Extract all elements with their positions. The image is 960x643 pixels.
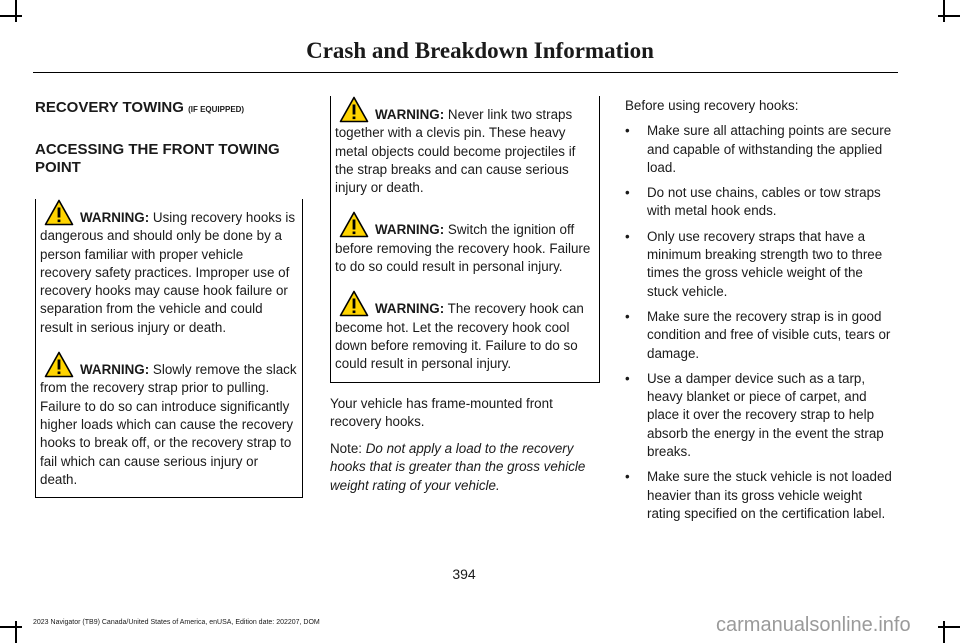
- subsection-title: ACCESSING THE FRONT TOWING POINT: [35, 141, 280, 176]
- list-item: • Only use recovery straps that have a minimum breaking strength two to three times the gross vehicle weight of the stuck vehicle.: [625, 228, 897, 301]
- warning-box-middle: [330, 96, 600, 383]
- warning-text: Using recovery hooks is dangerous and should only be done by a person familiar with proper vehicle recovery safety practices. Improper use of recovery hooks may cause hook failure or separation from the vehicle and could result in serious injury or death.: [40, 210, 296, 335]
- warning-triangle-icon: [339, 96, 369, 123]
- crop-mark-top-right-v: [943, 0, 945, 22]
- middle-column: [330, 96, 600, 495]
- list-item: • Use a damper device such as a tarp, heavy blanket or piece of carpet, and place it over the recovery strap to help absorb the energy in the event the strap breaks.: [625, 370, 897, 461]
- page-number: 394: [452, 566, 476, 582]
- list-item: • Make sure the recovery strap is in good condition and free of visible cuts, tears or damage.: [625, 308, 897, 363]
- warning-text: The recovery hook can become hot. Let the recovery hook cool down before removing it. Failure to do so could result in personal injury.: [335, 301, 584, 372]
- list-item: • Make sure the stuck vehicle is not loaded heavier than its gross vehicle weight rating specified on the certification label.: [625, 468, 897, 523]
- warning-text: Never link two straps together with a clevis pin. These heavy metal objects could become projectiles if the strap breaks and can cause serious injury or death.: [335, 107, 576, 196]
- warning-triangle-icon: [44, 199, 74, 226]
- warning-triangle-icon: [44, 351, 74, 378]
- intro-paragraph: Before using recovery hooks:: [625, 98, 799, 113]
- header-rule: [33, 72, 898, 73]
- note-paragraph: [330, 440, 600, 495]
- left-column: [35, 99, 303, 498]
- warning-paragraph: [335, 290, 595, 373]
- warning-paragraph: [335, 96, 595, 197]
- warning-label: WARNING:: [375, 107, 445, 122]
- body-paragraph: Your vehicle has frame-mounted front recovery hooks.: [330, 395, 553, 429]
- section-qualifier: (IF EQUIPPED): [188, 105, 245, 114]
- crop-mark-top-right-h: [938, 15, 960, 17]
- warning-paragraph: [335, 211, 595, 276]
- right-column: [625, 97, 897, 523]
- note-label: Note:: [330, 441, 363, 457]
- watermark: carmanualsonline.info: [716, 614, 911, 636]
- crop-mark-bottom-right-h: [938, 626, 960, 628]
- section-title-text: RECOVERY TOWING: [35, 99, 184, 116]
- crop-mark-top-left-h: [0, 15, 22, 17]
- crop-mark-top-left-v: [15, 0, 17, 22]
- page-title: Crash and Breakdown Information: [306, 38, 654, 63]
- warning-triangle-icon: [339, 290, 369, 317]
- warning-label: WARNING:: [375, 222, 445, 238]
- list-item: • Make sure all attaching points are secure and capable of withstanding the applied load.: [625, 122, 897, 177]
- warning-paragraph: [40, 351, 298, 489]
- list-item: • Do not use chains, cables or tow straps with metal hook ends.: [625, 184, 897, 221]
- crop-mark-bottom-left-v: [15, 621, 17, 643]
- crop-mark-bottom-right-v: [943, 621, 945, 643]
- warning-box-left: [35, 199, 303, 498]
- warning-text: Switch the ignition off before removing the recovery hook. Failure to do so could result in personal injury.: [335, 222, 591, 275]
- footer-text: 2023 Navigator (TB9) Canada/United States of America, enUSA, Edition date: 202207, DOM: [33, 619, 320, 626]
- crop-mark-bottom-left-h: [0, 626, 22, 628]
- bullet-list: [625, 122, 897, 523]
- note-text: Do not apply a load to the recovery hooks that is greater than the gross vehicle weight rating of your vehicle.: [330, 441, 586, 493]
- section-title: [35, 99, 303, 119]
- warning-label: WARNING:: [80, 210, 150, 225]
- warning-label: WARNING:: [80, 362, 150, 378]
- warning-label: WARNING:: [375, 301, 445, 317]
- warning-triangle-icon: [339, 211, 369, 238]
- warning-paragraph: [40, 199, 298, 337]
- warning-text: Slowly remove the slack from the recovery strap prior to pulling. Failure to do so can introduce significantly higher loads which can cause the recovery hooks to break off, or the recovery strap to fail which can cause serious injury or death.: [40, 362, 297, 487]
